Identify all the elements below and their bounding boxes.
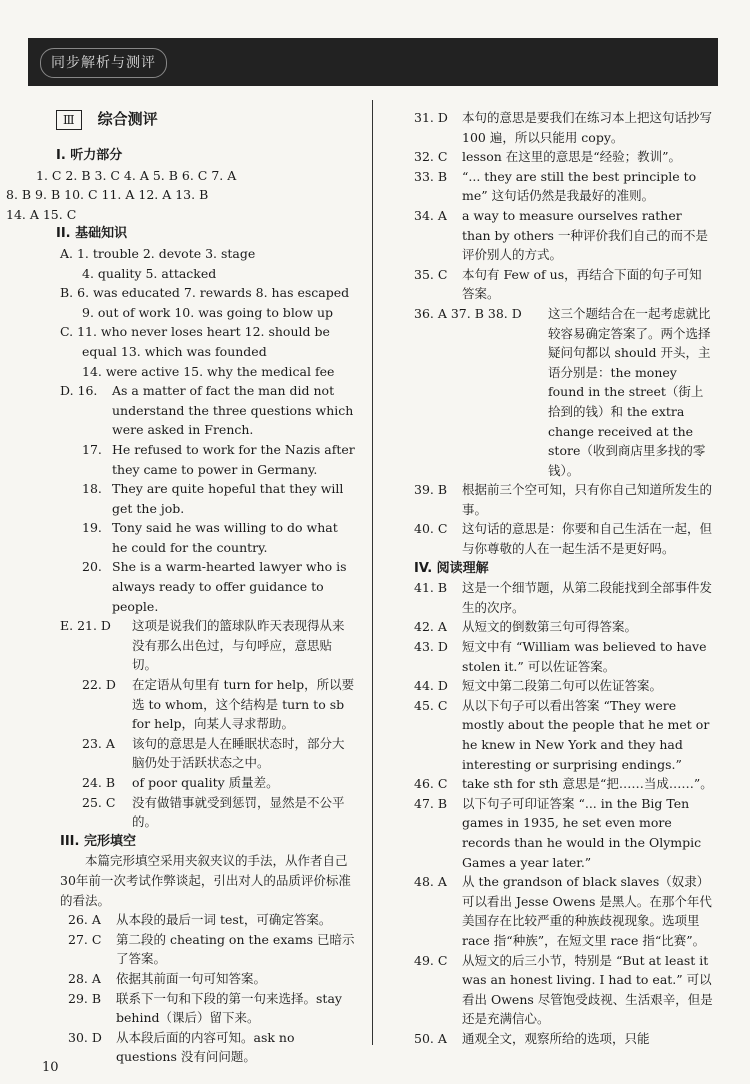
answer-item: 24. B of poor quality 质量差。 xyxy=(82,775,279,790)
answer-item: 44. D 短文中第二段第二句可以佐证答案。 xyxy=(414,678,663,694)
answer-line: 1. C 2. B 3. C 4. A 5. B 6. C 7. A xyxy=(36,167,237,183)
subsection-reading: IV. 阅读理解 xyxy=(414,560,489,576)
answer-item: 35. C 本句有 Few of us，再结合下面的句子可知答案。 xyxy=(414,266,702,302)
answer-item: 23. A 该句的意思是人在睡眠状态时，部分大脑仍处于活跃状态之中。 xyxy=(82,735,345,771)
answer-item: D. 16. As a matter of fact the man did not understand the three questions which were asked in French. xyxy=(60,383,354,438)
answer-item: E. 21. D 这项是说我们的篮球队昨天表现得从来没有那么出色过，与句呼应，意思贴切。 xyxy=(60,618,345,673)
answer-item: 20. She is a warm-hearted lawyer who is always ready to offer guidance to people. xyxy=(82,559,347,614)
header-bar xyxy=(28,38,718,86)
right-column xyxy=(414,108,714,1049)
subsection-cloze: III. 完形填空 xyxy=(60,833,136,849)
column-divider xyxy=(372,100,373,1045)
roman-numeral-box: Ⅲ xyxy=(56,110,82,130)
answer-item: 33. B “... they are still the best principle to me” 这句话仍然是我最好的准则。 xyxy=(414,168,697,204)
left-column xyxy=(6,108,356,1067)
answer-item: 36. A 37. B 38. D 这三个题结合在一起考虑就比较容易确定答案了。两个选择疑问句都以 should 开头，主语分别是：the money found in the street（街上拾到的钱）和 the extra change received at the store（收到商店里多找的零钱）。 xyxy=(414,305,711,478)
answer-item: 31. D 本句的意思是要我们在练习本上把这句话抄写 100 遍，所以只能用 copy。 xyxy=(414,110,713,145)
answer-line: 9. out of work 10. was going to blow up xyxy=(82,304,334,320)
answer-line: A. 1. trouble 2. devote 3. stage xyxy=(60,245,256,261)
answer-item: 41. B 这是一个细节题，从第二段能找到全部事件发生的次序。 xyxy=(414,580,713,615)
section-heading xyxy=(56,110,356,130)
answer-line: 14. A 15. C xyxy=(6,206,77,222)
subsection-basics: II. 基础知识 xyxy=(56,226,128,242)
subsection-listening: I. 听力部分 xyxy=(56,148,123,163)
answer-line: C. 11. who never loses heart 12. should be xyxy=(60,324,330,340)
answer-item: 26. A 从本段的最后一词 test，可确定答案。 xyxy=(68,912,332,928)
answer-item: 48. A 从 the grandson of black slaves（奴隶）可以看出 Jesse Owens 是黑人。在那个年代美国存在比较严重的种族歧视现象。选项里 race 指“种族”，在短文里 race 指“比赛”。 xyxy=(414,874,712,948)
answer-item: 49. C 从短文的后三小节，特别是 “But at least it was an honest living. I had to eat.” 可以看出 Owens 尽管饱受歧视、生活艰辛，但是还是充满信心。 xyxy=(414,952,713,1027)
answer-item: 19. Tony said he was willing to do what he could for the country. xyxy=(82,520,338,555)
answer-item: 17. He refused to work for the Nazis after they came to power in Germany. xyxy=(82,441,355,477)
answer-line: 4. quality 5. attacked xyxy=(82,265,217,281)
answer-item: 28. A 依据其前面一句可知答案。 xyxy=(68,970,267,986)
answer-item: 43. D 短文中有 “William was believed to have stolen it.” 可以佐证答案。 xyxy=(414,639,707,674)
answer-line: 14. were active 15. why the medical fee xyxy=(82,363,335,379)
section-title: 综合测评 xyxy=(97,110,158,129)
answer-item: 32. C lesson 在这里的意思是“经验；教训”。 xyxy=(414,149,682,165)
page-number: 10 xyxy=(42,1060,59,1075)
answer-item: 45. C 从以下句子可以看出答案 “They were mostly about the people that he met or he knew in New York and they had interesting or surprising endings.” xyxy=(414,697,710,772)
answer-line: equal 13. which was founded xyxy=(82,343,267,359)
answer-item: 29. B 联系下一句和下段的第一句来选择。stay behind（课后）留下来。 xyxy=(68,990,342,1026)
answer-item: 27. C 第二段的 cheating on the exams 已暗示了答案。 xyxy=(68,931,355,967)
cloze-intro: 本篇完形填空采用夹叙夹议的手法，从作者自己30年前一次考试作弊谈起，引出对人的品质评价标准的看法。 xyxy=(60,853,351,908)
answer-item: 25. C 没有做错事就受到惩罚，显然是不公平的。 xyxy=(82,794,345,830)
header-tab: 同步解析与测评 xyxy=(40,48,167,78)
answer-item: 47. B 以下句子可印证答案 “... in the Big Ten games in 1935, he set even more records than he would in the Olympic Games a year later.” xyxy=(414,795,702,870)
answer-item: 18. They are quite hopeful that they will get the job. xyxy=(82,481,344,516)
answer-item: 46. C take sth for sth 意思是“把……当成……”。 xyxy=(414,776,713,792)
answer-item: 40. C 这句话的意思是：你要和自己生活在一起，但与你尊敬的人在一起生活不是更好吗。 xyxy=(414,521,713,557)
answer-item: 30. D 从本段后面的内容可知。ask no questions 没有问问题。 xyxy=(68,1029,295,1065)
answer-item: 50. A 通观全文，观察所给的选项，只能 xyxy=(414,1030,650,1046)
answer-line: B. 6. was educated 7. rewards 8. has escaped xyxy=(60,285,350,301)
answer-item: 42. A 从短文的倒数第三句可得答案。 xyxy=(414,619,638,635)
answer-line: 8. B 9. B 10. C 11. A 12. A 13. B xyxy=(6,187,209,203)
answer-item: 22. D 在定语从句里有 turn for help，所以要选 to whom，这个结构是 turn to sb for help，向某人寻求帮助。 xyxy=(82,677,355,732)
answer-item: 39. B 根据前三个空可知，只有你自己知道所发生的事。 xyxy=(414,482,713,517)
answer-item: 34. A a way to measure ourselves rather than by others 一种评价我们自己的而不是评价别人的方式。 xyxy=(414,207,708,263)
